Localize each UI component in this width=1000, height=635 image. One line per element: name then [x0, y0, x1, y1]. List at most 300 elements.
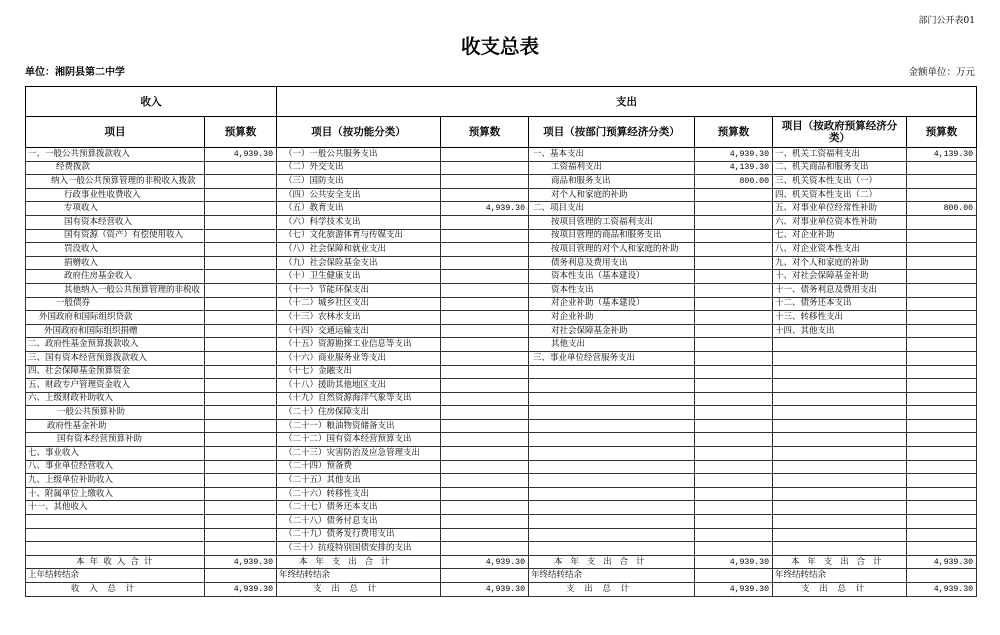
- dept-econ-amount-cell: 4,939.30: [695, 555, 773, 569]
- dept-econ-item-cell: [529, 501, 695, 515]
- income-amount-cell: [205, 297, 277, 311]
- grand-total-row: [26, 583, 977, 597]
- gov-econ-amount-cell: [907, 419, 977, 433]
- table-row: [26, 161, 977, 175]
- dept-econ-amount-cell: [695, 215, 773, 229]
- income-amount-cell: [205, 528, 277, 542]
- gov-econ-item-cell: 七、对企业补助: [773, 229, 907, 243]
- table-row: [26, 433, 977, 447]
- dept-econ-item-cell: 按项目管理的商品和服务支出: [529, 229, 695, 243]
- function-item-cell: （十五）资源勘探工业信息等支出: [277, 338, 441, 352]
- function-item-cell: （二十九）债务发行费用支出: [277, 528, 441, 542]
- table-row: [26, 406, 977, 420]
- dept-econ-item-cell: 对企业补助（基本建设）: [529, 297, 695, 311]
- gov-econ-amount-cell: [907, 256, 977, 270]
- gov-econ-amount-cell: [907, 365, 977, 379]
- table-row: [26, 215, 977, 229]
- column-header-income-item: 项目: [26, 117, 205, 148]
- table-row: [26, 392, 977, 406]
- function-item-cell: （二）外交支出: [277, 161, 441, 175]
- gov-econ-amount-cell: [907, 243, 977, 257]
- income-item-cell: 纳入一般公共预算管理的非税收入拨款: [26, 175, 205, 189]
- gov-econ-amount-cell: [907, 433, 977, 447]
- gov-econ-amount-cell: [907, 311, 977, 325]
- function-item-cell: （十四）交通运输支出: [277, 324, 441, 338]
- income-amount-cell: [205, 215, 277, 229]
- gov-econ-item-cell: [773, 379, 907, 393]
- dept-econ-item-cell: [529, 474, 695, 488]
- gov-econ-amount-cell: [907, 297, 977, 311]
- function-amount-cell: [441, 283, 529, 297]
- dept-econ-item-cell: [529, 515, 695, 529]
- function-amount-cell: 4,939.30: [441, 555, 529, 569]
- function-amount-cell: [441, 447, 529, 461]
- income-amount-cell: [205, 283, 277, 297]
- table-row: [26, 528, 977, 542]
- income-amount-cell: [205, 487, 277, 501]
- budget-summary-table: [25, 86, 977, 597]
- dept-econ-item-cell: [529, 447, 695, 461]
- gov-econ-item-cell: [773, 501, 907, 515]
- gov-econ-item-cell: 三、机关资本性支出（一）: [773, 175, 907, 189]
- dept-econ-item-cell: 工资福利支出: [529, 161, 695, 175]
- function-item-cell: （十）卫生健康支出: [277, 270, 441, 284]
- income-item-cell: 上年结转结余: [26, 569, 205, 583]
- dept-econ-item-cell: [529, 542, 695, 556]
- gov-econ-item-cell: 四、机关资本性支出（二）: [773, 188, 907, 202]
- dept-econ-amount-cell: 800.00: [695, 175, 773, 189]
- gov-econ-amount-cell: [907, 229, 977, 243]
- gov-econ-item-cell: 本 年 支 出 合 计: [773, 555, 907, 569]
- function-amount-cell: [441, 311, 529, 325]
- function-amount-cell: [441, 243, 529, 257]
- dept-econ-item-cell: [529, 365, 695, 379]
- gov-econ-amount-cell: 4,939.30: [907, 583, 977, 597]
- dept-econ-item-cell: 其他支出: [529, 338, 695, 352]
- income-amount-cell: [205, 379, 277, 393]
- dept-econ-amount-cell: [695, 569, 773, 583]
- dept-econ-amount-cell: [695, 379, 773, 393]
- dept-econ-item-cell: 按项目管理的工资福利支出: [529, 215, 695, 229]
- income-amount-cell: 4,939.30: [205, 555, 277, 569]
- income-amount-cell: [205, 460, 277, 474]
- dept-econ-item-cell: 商品和服务支出: [529, 175, 695, 189]
- function-item-cell: （二十三）灾害防治及应急管理支出: [277, 447, 441, 461]
- function-item-cell: （六）科学技术支出: [277, 215, 441, 229]
- dept-econ-item-cell: 对社会保障基金补助: [529, 324, 695, 338]
- income-amount-cell: [205, 161, 277, 175]
- gov-econ-item-cell: [773, 406, 907, 420]
- dept-econ-item-cell: 债务利息及费用支出: [529, 256, 695, 270]
- function-item-cell: （十二）城乡社区支出: [277, 297, 441, 311]
- function-amount-cell: [441, 474, 529, 488]
- income-item-cell: 政府住房基金收入: [26, 270, 205, 284]
- dept-econ-amount-cell: [695, 474, 773, 488]
- function-item-cell: （九）社会保险基金支出: [277, 256, 441, 270]
- gov-econ-amount-cell: 4,139.30: [907, 148, 977, 162]
- income-item-cell: 七、事业收入: [26, 447, 205, 461]
- income-amount-cell: [205, 243, 277, 257]
- income-amount-cell: [205, 515, 277, 529]
- function-item-cell: 本 年 支 出 合 计: [277, 555, 441, 569]
- function-item-cell: （二十六）转移性支出: [277, 487, 441, 501]
- dept-econ-amount-cell: [695, 542, 773, 556]
- table-body: [26, 148, 977, 597]
- column-header-row: [26, 117, 977, 148]
- income-amount-cell: [205, 351, 277, 365]
- dept-econ-item-cell: [529, 419, 695, 433]
- dept-econ-item-cell: [529, 379, 695, 393]
- gov-econ-amount-cell: [907, 569, 977, 583]
- dept-econ-amount-cell: [695, 256, 773, 270]
- function-amount-cell: [441, 406, 529, 420]
- table-row: [26, 283, 977, 297]
- income-item-cell: 罚没收入: [26, 243, 205, 257]
- dept-econ-amount-cell: [695, 351, 773, 365]
- dept-econ-amount-cell: [695, 487, 773, 501]
- dept-econ-item-cell: [529, 392, 695, 406]
- page-title: 收支总表: [460, 35, 539, 58]
- gov-econ-item-cell: [773, 460, 907, 474]
- gov-econ-amount-cell: [907, 161, 977, 175]
- column-header-function-item: 项目（按功能分类）: [277, 117, 441, 148]
- dept-econ-amount-cell: [695, 338, 773, 352]
- function-amount-cell: [441, 338, 529, 352]
- table-row: [26, 351, 977, 365]
- table-row: [26, 270, 977, 284]
- income-group-header: 收入: [26, 87, 277, 117]
- income-amount-cell: [205, 311, 277, 325]
- dept-econ-item-cell: [529, 406, 695, 420]
- function-item-cell: （二十）住房保障支出: [277, 406, 441, 420]
- income-item-cell: 行政事业性收费收入: [26, 188, 205, 202]
- income-amount-cell: [205, 256, 277, 270]
- function-item-cell: 年终结转结余: [277, 569, 441, 583]
- gov-econ-amount-cell: [907, 460, 977, 474]
- dept-econ-amount-cell: [695, 297, 773, 311]
- dept-econ-amount-cell: [695, 365, 773, 379]
- dept-econ-amount-cell: [695, 433, 773, 447]
- income-item-cell: 国有资本经营预算补助: [26, 433, 205, 447]
- income-item-cell: 四、社会保障基金预算资金: [26, 365, 205, 379]
- gov-econ-amount-cell: [907, 175, 977, 189]
- function-amount-cell: [441, 460, 529, 474]
- dept-econ-item-cell: 按项目管理的对个人和家庭的补助: [529, 243, 695, 257]
- function-item-cell: （十三）农林水支出: [277, 311, 441, 325]
- table-row: [26, 256, 977, 270]
- gov-econ-amount-cell: [907, 351, 977, 365]
- dept-econ-item-cell: 对个人和家庭的补助: [529, 188, 695, 202]
- income-item-cell: 外国政府和国际组织贷款: [26, 311, 205, 325]
- table-row: [26, 188, 977, 202]
- function-amount-cell: 4,939.30: [441, 583, 529, 597]
- dept-econ-amount-cell: [695, 188, 773, 202]
- carryover-row: [26, 569, 977, 583]
- gov-econ-amount-cell: [907, 270, 977, 284]
- table-row: [26, 515, 977, 529]
- gov-econ-item-cell: 八、对企业资本性支出: [773, 243, 907, 257]
- income-amount-cell: [205, 365, 277, 379]
- income-amount-cell: [205, 202, 277, 216]
- dept-econ-item-cell: 年终结转结余: [529, 569, 695, 583]
- table-row: [26, 487, 977, 501]
- income-item-cell: 其他纳入一般公共预算管理的非税收: [26, 283, 205, 297]
- unit-label: 单位：湘阴县第二中学: [25, 67, 125, 78]
- income-amount-cell: [205, 188, 277, 202]
- gov-econ-item-cell: 年终结转结余: [773, 569, 907, 583]
- dept-econ-amount-cell: [695, 515, 773, 529]
- function-amount-cell: [441, 148, 529, 162]
- gov-econ-amount-cell: [907, 379, 977, 393]
- function-item-cell: （十九）自然资源海洋气象等支出: [277, 392, 441, 406]
- column-header-dept-econ-amount: 预算数: [695, 117, 773, 148]
- function-amount-cell: [441, 433, 529, 447]
- table-row: [26, 419, 977, 433]
- gov-econ-item-cell: 十一、债务利息及费用支出: [773, 283, 907, 297]
- gov-econ-item-cell: 十四、其他支出: [773, 324, 907, 338]
- gov-econ-amount-cell: 800.00: [907, 202, 977, 216]
- income-amount-cell: 4,939.30: [205, 583, 277, 597]
- income-amount-cell: 4,939.30: [205, 148, 277, 162]
- gov-econ-amount-cell: 4,939.30: [907, 555, 977, 569]
- dept-econ-item-cell: [529, 487, 695, 501]
- income-item-cell: 三、国有资本经营预算拨款收入: [26, 351, 205, 365]
- table-row: [26, 379, 977, 393]
- function-item-cell: （一）一般公共服务支出: [277, 148, 441, 162]
- function-item-cell: （十一）节能环保支出: [277, 283, 441, 297]
- dept-econ-item-cell: 本 年 支 出 合 计: [529, 555, 695, 569]
- function-amount-cell: [441, 297, 529, 311]
- function-amount-cell: [441, 324, 529, 338]
- function-amount-cell: [441, 501, 529, 515]
- income-amount-cell: [205, 433, 277, 447]
- gov-econ-amount-cell: [907, 528, 977, 542]
- income-item-cell: 一、一般公共预算拨款收入: [26, 148, 205, 162]
- dept-econ-amount-cell: [695, 311, 773, 325]
- column-header-gov-econ-item: 项目（按政府预算经济分类）: [773, 117, 907, 148]
- income-item-cell: 专项收入: [26, 202, 205, 216]
- group-header-row: [26, 87, 977, 117]
- table-row: [26, 297, 977, 311]
- gov-econ-item-cell: [773, 433, 907, 447]
- income-amount-cell: [205, 419, 277, 433]
- amount-unit-label: 金额单位：万元: [908, 67, 975, 78]
- gov-econ-item-cell: 九、对个人和家庭的补助: [773, 256, 907, 270]
- dept-econ-amount-cell: [695, 406, 773, 420]
- form-code: 部门公开表01: [918, 16, 975, 26]
- function-item-cell: （十八）援助其他地区支出: [277, 379, 441, 393]
- dept-econ-item-cell: [529, 433, 695, 447]
- function-item-cell: （十六）商业服务业等支出: [277, 351, 441, 365]
- gov-econ-item-cell: 六、对事业单位资本性补助: [773, 215, 907, 229]
- table-row: [26, 202, 977, 216]
- income-amount-cell: [205, 324, 277, 338]
- income-item-cell: [26, 542, 205, 556]
- gov-econ-item-cell: [773, 474, 907, 488]
- income-item-cell: 国有资源（资产）有偿使用收入: [26, 229, 205, 243]
- function-amount-cell: [441, 419, 529, 433]
- dept-econ-item-cell: 一、基本支出: [529, 148, 695, 162]
- dept-econ-item-cell: [529, 528, 695, 542]
- table-row: [26, 229, 977, 243]
- gov-econ-amount-cell: [907, 501, 977, 515]
- income-item-cell: 十一、其他收入: [26, 501, 205, 515]
- function-item-cell: （十七）金融支出: [277, 365, 441, 379]
- table-row: [26, 311, 977, 325]
- gov-econ-item-cell: [773, 338, 907, 352]
- dept-econ-amount-cell: [695, 528, 773, 542]
- gov-econ-item-cell: 支 出 总 计: [773, 583, 907, 597]
- function-item-cell: （二十二）国有资本经营预算支出: [277, 433, 441, 447]
- income-amount-cell: [205, 474, 277, 488]
- function-item-cell: （四）公共安全支出: [277, 188, 441, 202]
- income-item-cell: 六、上级财政补助收入: [26, 392, 205, 406]
- income-amount-cell: [205, 501, 277, 515]
- dept-econ-item-cell: 对企业补助: [529, 311, 695, 325]
- function-item-cell: （二十一）粮油物资储备支出: [277, 419, 441, 433]
- dept-econ-amount-cell: [695, 501, 773, 515]
- function-amount-cell: [441, 379, 529, 393]
- dept-econ-amount-cell: [695, 202, 773, 216]
- dept-econ-item-cell: [529, 460, 695, 474]
- dept-econ-amount-cell: 4,139.30: [695, 161, 773, 175]
- gov-econ-item-cell: 五、对事业单位经常性补助: [773, 202, 907, 216]
- dept-econ-amount-cell: [695, 460, 773, 474]
- gov-econ-amount-cell: [907, 283, 977, 297]
- gov-econ-item-cell: 十二、债务还本支出: [773, 297, 907, 311]
- income-item-cell: 九、上级单位补助收入: [26, 474, 205, 488]
- income-amount-cell: [205, 569, 277, 583]
- function-item-cell: （八）社会保障和就业支出: [277, 243, 441, 257]
- dept-econ-amount-cell: [695, 270, 773, 284]
- gov-econ-item-cell: 十三、转移性支出: [773, 311, 907, 325]
- function-item-cell: 支 出 总 计: [277, 583, 441, 597]
- income-item-cell: 国有资本经营收入: [26, 215, 205, 229]
- income-amount-cell: [205, 338, 277, 352]
- function-item-cell: （二十七）债务还本支出: [277, 501, 441, 515]
- function-amount-cell: [441, 487, 529, 501]
- function-amount-cell: [441, 365, 529, 379]
- dept-econ-amount-cell: [695, 392, 773, 406]
- function-amount-cell: [441, 229, 529, 243]
- income-amount-cell: [205, 447, 277, 461]
- gov-econ-item-cell: [773, 419, 907, 433]
- dept-econ-item-cell: 资本性支出（基本建设）: [529, 270, 695, 284]
- income-item-cell: 十、附属单位上缴收入: [26, 487, 205, 501]
- dept-econ-amount-cell: 4,939.30: [695, 583, 773, 597]
- table-row: [26, 148, 977, 162]
- table-row: [26, 501, 977, 515]
- column-header-gov-econ-amount: 预算数: [907, 117, 977, 148]
- table-row: [26, 338, 977, 352]
- income-item-cell: 一般债券: [26, 297, 205, 311]
- dept-econ-amount-cell: [695, 283, 773, 297]
- function-amount-cell: [441, 188, 529, 202]
- function-item-cell: （三十）抗疫特别国债安排的支出: [277, 542, 441, 556]
- column-header-function-amount: 预算数: [441, 117, 529, 148]
- function-amount-cell: [441, 270, 529, 284]
- income-amount-cell: [205, 392, 277, 406]
- dept-econ-amount-cell: [695, 243, 773, 257]
- income-amount-cell: [205, 229, 277, 243]
- function-amount-cell: [441, 256, 529, 270]
- gov-econ-item-cell: [773, 447, 907, 461]
- income-item-cell: 经费拨款: [26, 161, 205, 175]
- function-item-cell: （三）国防支出: [277, 175, 441, 189]
- gov-econ-amount-cell: [907, 338, 977, 352]
- function-item-cell: （七）文化旅游体育与传媒支出: [277, 229, 441, 243]
- gov-econ-item-cell: 一、机关工资福利支出: [773, 148, 907, 162]
- gov-econ-item-cell: [773, 365, 907, 379]
- income-item-cell: 收 入 总 计: [26, 583, 205, 597]
- function-item-cell: （二十八）债务付息支出: [277, 515, 441, 529]
- gov-econ-item-cell: [773, 542, 907, 556]
- gov-econ-item-cell: 十、对社会保障基金补助: [773, 270, 907, 284]
- dept-econ-amount-cell: [695, 229, 773, 243]
- table-row: [26, 542, 977, 556]
- function-amount-cell: [441, 542, 529, 556]
- gov-econ-item-cell: [773, 487, 907, 501]
- function-amount-cell: [441, 351, 529, 365]
- dept-econ-item-cell: 支 出 总 计: [529, 583, 695, 597]
- dept-econ-amount-cell: [695, 447, 773, 461]
- function-amount-cell: [441, 392, 529, 406]
- dept-econ-amount-cell: [695, 419, 773, 433]
- dept-econ-amount-cell: [695, 324, 773, 338]
- total-row: [26, 555, 977, 569]
- function-amount-cell: [441, 161, 529, 175]
- income-item-cell: [26, 528, 205, 542]
- gov-econ-amount-cell: [907, 487, 977, 501]
- income-item-cell: 捐赠收入: [26, 256, 205, 270]
- dept-econ-item-cell: 资本性支出: [529, 283, 695, 297]
- function-amount-cell: [441, 528, 529, 542]
- gov-econ-item-cell: [773, 528, 907, 542]
- gov-econ-amount-cell: [907, 324, 977, 338]
- gov-econ-amount-cell: [907, 515, 977, 529]
- gov-econ-amount-cell: [907, 406, 977, 420]
- gov-econ-item-cell: [773, 515, 907, 529]
- table-row: [26, 447, 977, 461]
- table-row: [26, 324, 977, 338]
- income-item-cell: 一般公共预算补助: [26, 406, 205, 420]
- gov-econ-item-cell: 二、机关商品和服务支出: [773, 161, 907, 175]
- function-amount-cell: 4,939.30: [441, 202, 529, 216]
- income-amount-cell: [205, 175, 277, 189]
- function-item-cell: （二十五）其他支出: [277, 474, 441, 488]
- column-header-income-amount: 预算数: [205, 117, 277, 148]
- table-row: [26, 175, 977, 189]
- dept-econ-amount-cell: 4,939.30: [695, 148, 773, 162]
- gov-econ-item-cell: [773, 392, 907, 406]
- function-amount-cell: [441, 215, 529, 229]
- income-item-cell: 本 年 收 入 合 计: [26, 555, 205, 569]
- table-row: [26, 243, 977, 257]
- function-amount-cell: [441, 515, 529, 529]
- function-amount-cell: [441, 569, 529, 583]
- gov-econ-amount-cell: [907, 215, 977, 229]
- income-item-cell: 五、财政专户管理资金收入: [26, 379, 205, 393]
- function-item-cell: （五）教育支出: [277, 202, 441, 216]
- income-item-cell: 二、政府性基金预算拨款收入: [26, 338, 205, 352]
- expenditure-group-header: 支出: [277, 87, 977, 117]
- income-item-cell: 外国政府和国际组织捐赠: [26, 324, 205, 338]
- function-amount-cell: [441, 175, 529, 189]
- function-item-cell: （二十四）预备费: [277, 460, 441, 474]
- gov-econ-amount-cell: [907, 447, 977, 461]
- gov-econ-item-cell: [773, 351, 907, 365]
- income-amount-cell: [205, 542, 277, 556]
